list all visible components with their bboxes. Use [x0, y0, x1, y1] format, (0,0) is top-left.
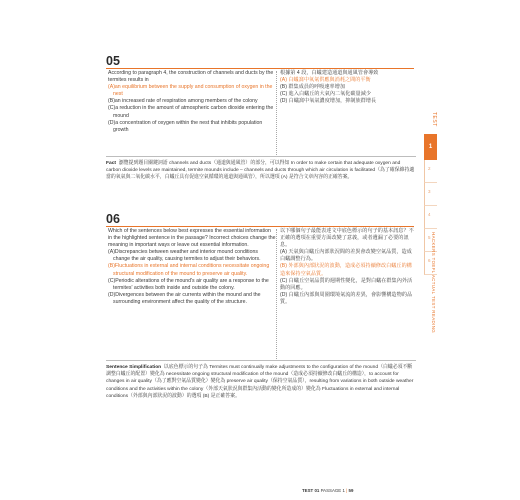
- test-tab-step: 3: [424, 183, 437, 206]
- question-box-06: [106, 228, 416, 361]
- explanation-text: 瀏覽提到題目關鍵詞語 channels and ducts（通道與通風管）的部分，可以得知 In order to make certain that adequate oxygen and carbon dioxide levels are maintained, termite mounds include – channels and ducts through which air circulation is facilitated（為了確保維持適當的氧氣與二氧化碳水平，白蟻丘具有促進空氣循環的通道與通風管），所以選項 (A) 是符合文章內容的正確答案。: [106, 161, 415, 181]
- chinese-column: [280, 70, 416, 105]
- question-box-05: [106, 70, 416, 157]
- option-b: (B)an increased rate of respiration among members of the colony: [108, 98, 258, 105]
- test-tab-step: 6: [424, 252, 437, 275]
- option-b: (B)Fluctuations in external and internal conditions necessitate ongoing structural modification of the mound to preserve air quality.: [108, 263, 270, 277]
- explanation-05: [106, 160, 416, 182]
- test-tab-label: TEST: [431, 112, 437, 127]
- explanation-label: Fact: [106, 161, 117, 166]
- page-number: 59: [348, 488, 354, 493]
- option-d: (D)a concentration of oxygen within the nest that inhibits population growth: [108, 119, 263, 133]
- explanation-06: [106, 364, 416, 400]
- test-tab-step: 5: [424, 229, 437, 252]
- english-column: [108, 70, 276, 134]
- zh-option-d: (D) 白蟻窩中氧氣濃度增加，抑制族群增長: [280, 98, 377, 105]
- option-c: (C)a reduction in the amount of atmospheric carbon dioxide entering the mound: [108, 105, 274, 119]
- english-column: [108, 228, 276, 306]
- zh-question-text: 以下哪個句子最能表達文中底色標示的句子的基本訊息？不正確的選項在重要方面改變了意義，或者遺漏了必要的訊息。: [280, 228, 414, 249]
- explanation-text: 以底色標示的句子為 Termites must continually make adjustments to the configuration of the mound（白蟻必須不斷調整白蟻丘的配置）變化為 necessitate ongoing structural modification of the mound（造成必須持續修改白蟻丘的構造），to account for changes in air quality（為了應對空氣品質變化）變化為 preserve air quality（保持空氣品質），resulting from variations in both outside weather conditions and the activities within the colony（外部天氣狀況與群集內活動的變化所造成的）變化為 Fluctuations in external and internal conditions（外部與內部狀況的波動）的選項 (B) 是正確答案。: [106, 365, 414, 399]
- footer-passage: PASSAGE 1: [320, 488, 345, 493]
- zh-option-c: (C) 白蟻丘空氣品質的週期性變化，是對白蟻在群集內外活動的回應。: [280, 277, 413, 291]
- zh-option-a: (A) 白蟻窩中氧氣供應與消耗之間的平衡: [280, 77, 371, 84]
- column-divider: [276, 229, 277, 359]
- option-a: (A)an equilibrium between the supply and consumption of oxygen in the nest: [108, 84, 273, 98]
- question-number: 06: [106, 212, 120, 226]
- zh-question-text: 根據第 4 段，白蟻建造通道與通風管會導致: [280, 70, 379, 76]
- page-footer: TEST 01 PASSAGE 1 | 59: [302, 488, 354, 493]
- question-text: Which of the sentences below best expresses the essential information in the highlighted sentence in the passage? Incorrect choices change the meaning in important ways or leave out essential information.: [108, 228, 276, 249]
- option-c: (C)Periodic alterations of the mound's air quality are a response to the termites' activities both inside and outside the colony.: [108, 277, 269, 291]
- zh-option-a: (A) 天氣與白蟻丘內部狀況間的差異會改變空氣品質，造成白蟻調整行為。: [280, 249, 412, 263]
- zh-option-c: (C) 進入白蟻丘的大氣內二氧化碳量減少: [280, 91, 371, 98]
- chinese-column: [280, 228, 416, 306]
- column-divider: [276, 71, 277, 155]
- zh-option-b: (B) 群集成員的呼吸速率增加: [280, 84, 345, 91]
- book-title: HACKERS TOEFL ACTUAL TEST READING: [431, 232, 436, 334]
- zh-option-d: (D) 白蟻丘內部與周圍環境氣流的差異，會影響構造物的品質。: [280, 291, 413, 305]
- test-tab-step: 2: [424, 160, 437, 183]
- footer-section: TEST 01: [302, 488, 320, 493]
- zh-option-b: (B) 外部與內部狀況的波動，造成必須持續修改白蟻丘的構造來保持空氣品質。: [280, 263, 412, 277]
- option-d: (D)Divergences between the air currents within the mound and the surrounding environment affect the quality of the structure.: [108, 291, 261, 305]
- question-divider: [106, 226, 414, 227]
- question-text: According to paragraph 4, the construction of channels and ducts by the termites results in: [108, 70, 274, 84]
- question-number: 05: [106, 54, 120, 68]
- explanation-label: Sentence Simplification: [106, 365, 162, 370]
- test-tab-step: 4: [424, 206, 437, 229]
- option-a: (A)Discrepancies between weather and interior mound conditions change the air quality, causing termites to adjust their behaviors.: [108, 249, 261, 263]
- test-tab-active: 1: [424, 134, 437, 160]
- question-divider: [106, 68, 414, 69]
